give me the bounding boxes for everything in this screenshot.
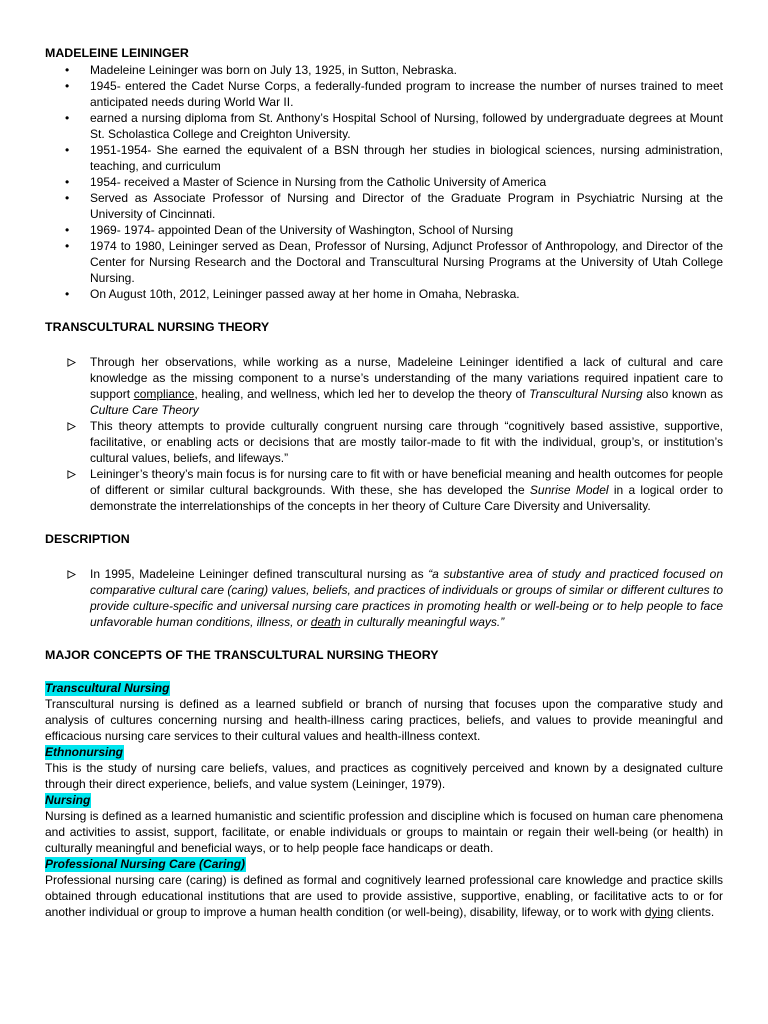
theory-term: Transcultural Nursing [529,387,643,401]
bio-list [45,62,723,302]
theory-text: Through her observations, while working as a nurse, Madeleine Leininger identified a lack of cultural and care knowledge as the missing component to a nurse’s understanding of the many variations required inpatient care to support [90,355,723,401]
theory-paragraph [45,418,723,466]
bio-item: • 1969- 1974- appointed Dean of the University of Washington, School of Nursing [45,222,723,238]
theory-text: , healing, and wellness, which led her to develop the theory of [194,387,530,401]
description-lead: In 1995, Madeleine Leininger defined transcultural nursing as [90,567,429,581]
theory-paragraph [45,354,723,418]
description-paragraph [45,566,723,630]
concepts-heading: MAJOR CONCEPTS OF THE TRANSCULTURAL NURSING THEORY [45,648,439,662]
theory-text: also known as [642,387,724,401]
document-content [45,44,723,920]
concept-title: Professional Nursing Care (Caring) [45,857,246,871]
concept-transcultural-nursing [45,680,723,744]
arrow-bullet-icon [67,358,76,367]
theory-term: Culture Care Theory [90,403,199,417]
concept-text: Transcultural nursing is defined as a learned subfield or branch of nursing that focuses upon the comparative study and analysis of cultures concerning nursing and health-illness caring practices, beliefs, and values to provide meaningful and efficacious nursing care services to their cultural values and health-illness context. [45,697,723,743]
concept-text [45,872,723,920]
concept-title: Ethnonursing [45,745,123,759]
bio-item: • 1951-1954- She earned the equivalent of a BSN through her studies in biological sciences, nursing administration, teaching, and curriculum [45,142,723,174]
description-heading: DESCRIPTION [45,532,130,546]
theory-text: Leininger’s theory’s main focus is for nursing care to fit with or have beneficial meaning and health outcomes for people of different or similar cultural backgrounds. With these, she has developed the [90,467,723,497]
arrow-bullet-icon [67,422,76,431]
theory-term: Sunrise Model [529,483,609,497]
theory-text: in a logical order to demonstrate the interrelationships of the concepts in her theory of Culture Care Diversity and Universality. [90,483,723,513]
concept-professional-nursing-care [45,856,723,920]
description-quote-text: in culturally meaningful ways.” [340,615,505,629]
arrow-bullet-icon [67,470,76,479]
dying-link[interactable]: dying [644,905,674,919]
theory-paragraph [45,466,723,514]
concept-text-part: Professional nursing care (caring) is defined as formal and cognitively learned professional care knowledge and practice skills obtained through educational institutions that are used to provide assistive, supportive, enabling, or facilitative acts to or for another individual or group to improve a human health condition (or well-being), disability, lifeway, or to work with [45,873,723,919]
arrow-bullet-icon [67,570,76,579]
concept-nursing [45,792,723,856]
compliance-link[interactable]: compliance [133,387,195,401]
concept-text-part: clients. [673,905,715,919]
description-quote-text: “a substantive area of study and practiced focused on comparative cultural care (caring) values, beliefs, and practices of individuals or groups of similar or different cultures to provide culture-specific and universal nursing care practices in promoting health or well-being or to help people to face unfavorable human conditions, illness, or [90,567,723,629]
bio-item: • On August 10th, 2012, Leininger passed away at her home in Omaha, Nebraska. [45,286,723,302]
bio-item: • Served as Associate Professor of Nursing and Director of the Graduate Program in Psychiatric Nursing at the University of Cincinnati. [45,190,723,222]
death-link[interactable]: death [310,615,341,629]
concept-text: Nursing is defined as a learned humanistic and scientific profession and discipline which is focused on human care phenomena and activities to assist, support, facilitate, or enable individuals or groups to maintain or regain their well-being (or health) in culturally meaningful and beneficial ways, or to help people face handicaps or death. [45,809,723,855]
bio-item: • 1945- entered the Cadet Nurse Corps, a federally-funded program to increase the number of nurses trained to meet anticipated needs during World War II. [45,78,723,110]
bio-item: • Madeleine Leininger was born on July 13, 1925, in Sutton, Nebraska. [45,62,723,78]
concept-text: This is the study of nursing care beliefs, values, and practices as cognitively perceived and known by a designated culture through their direct experience, beliefs, and value system (Leininger, 1979). [45,761,723,791]
bio-item: • earned a nursing diploma from St. Anthony’s Hospital School of Nursing, followed by undergraduate degrees at Mount St. Scholastica College and Creighton University. [45,110,723,142]
theory-list [45,354,723,514]
theory-text: This theory attempts to provide culturally congruent nursing care through “cognitively based assistive, supportive, facilitative, or enabling acts or decisions that are mostly tailor-made to fit with the individual, group’s, or institution’s cultural values, beliefs, and lifeways.” [90,419,723,465]
bio-item: • 1954- received a Master of Science in Nursing from the Catholic University of America [45,174,723,190]
concept-title: Nursing [45,793,91,807]
bio-heading: MADELEINE LEININGER [45,46,189,60]
theory-heading: TRANSCULTURAL NURSING THEORY [45,320,270,334]
concept-title: Transcultural Nursing [45,681,170,695]
concept-ethnonursing [45,744,723,792]
description-list [45,566,723,630]
bio-item: • 1974 to 1980, Leininger served as Dean, Professor of Nursing, Adjunct Professor of Anthropology, and Director of the Center for Nursing Research and the Doctoral and Transcultural Nursing Programs at the University of Utah College Nursing. [45,238,723,286]
